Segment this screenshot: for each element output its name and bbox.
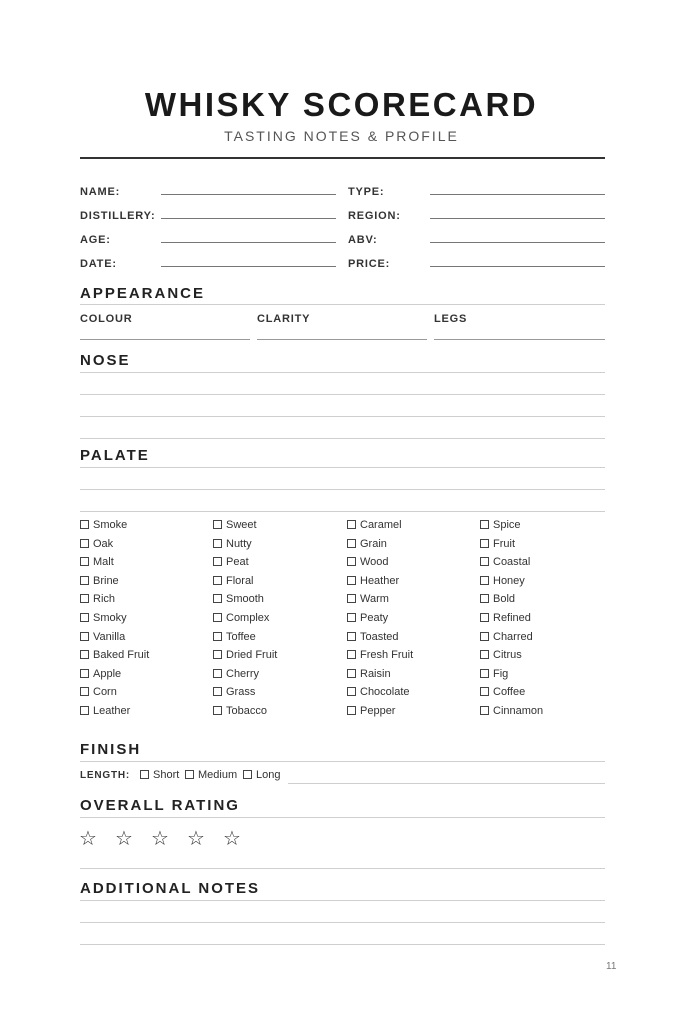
- flavor-checkbox[interactable]: [213, 649, 277, 661]
- flavor-checkbox[interactable]: [347, 575, 399, 587]
- flavor-label: Tobacco: [226, 705, 267, 717]
- checkbox-icon: [80, 706, 89, 715]
- flavor-checkbox[interactable]: [480, 556, 530, 568]
- notes-line[interactable]: [80, 944, 605, 945]
- checkbox-icon: [347, 632, 356, 641]
- flavor-checkbox[interactable]: [213, 593, 264, 605]
- region-label: REGION:: [348, 210, 401, 222]
- length-label: LENGTH:: [80, 770, 131, 781]
- region-field[interactable]: [430, 218, 605, 219]
- star-icon[interactable]: ☆: [79, 828, 97, 850]
- flavor-checkbox[interactable]: [80, 668, 121, 680]
- page-title: WHISKY SCORECARD: [144, 86, 539, 123]
- page-subtitle: TASTING NOTES & PROFILE: [224, 128, 459, 144]
- flavor-label: Peat: [226, 556, 249, 569]
- flavor-checkbox[interactable]: [480, 631, 533, 643]
- flavor-checkbox[interactable]: [347, 686, 410, 698]
- nose-line[interactable]: [80, 416, 605, 417]
- flavor-checkbox[interactable]: [480, 519, 521, 531]
- checkbox-icon: [213, 687, 222, 696]
- checkbox-icon: [213, 613, 222, 622]
- age-label: AGE:: [80, 234, 111, 246]
- flavor-label: Complex: [226, 612, 270, 624]
- flavor-label: Corn: [93, 686, 117, 699]
- abv-field[interactable]: [430, 242, 605, 243]
- checkbox-icon: [213, 520, 222, 529]
- flavor-checkbox[interactable]: [480, 538, 515, 550]
- rating-bottom-rule: [80, 868, 605, 869]
- distillery-label: DISTILLERY:: [80, 210, 156, 222]
- rating-rule: [80, 817, 605, 818]
- flavor-checkbox[interactable]: [480, 686, 525, 698]
- flavor-label: Oak: [93, 537, 114, 550]
- checkbox-icon: [347, 613, 356, 622]
- flavor-checkbox[interactable]: [80, 612, 127, 624]
- flavor-checkbox[interactable]: [480, 575, 525, 587]
- checkbox-icon: [213, 650, 222, 659]
- checkbox-icon: [80, 632, 89, 641]
- checkbox-icon: [347, 706, 356, 715]
- palate-line[interactable]: [80, 511, 605, 512]
- flavor-label: Coffee: [493, 686, 526, 699]
- palate-heading: PALATE: [80, 447, 150, 464]
- checkbox-icon: [347, 520, 356, 529]
- flavor-label: Nutty: [226, 537, 252, 550]
- distillery-field[interactable]: [161, 218, 336, 219]
- checkbox-icon: [347, 650, 356, 659]
- checkbox-icon: [480, 669, 489, 678]
- checkbox-icon: [213, 594, 222, 603]
- legs-field[interactable]: [434, 339, 605, 340]
- flavor-checkbox[interactable]: [347, 593, 389, 605]
- flavor-label: Cinnamon: [493, 705, 544, 717]
- checkbox-icon: [80, 669, 89, 678]
- checkbox-icon: [480, 594, 489, 603]
- flavor-checkbox[interactable]: [80, 538, 113, 550]
- nose-line[interactable]: [80, 372, 605, 373]
- flavor-checkbox[interactable]: [347, 538, 387, 550]
- flavor-label: Brine: [93, 574, 119, 587]
- checkbox-icon: [213, 706, 222, 715]
- palate-line[interactable]: [80, 467, 605, 468]
- flavor-label: Caramel: [360, 519, 402, 531]
- checkbox-icon: [80, 650, 89, 659]
- flavor-checkbox[interactable]: [347, 519, 402, 531]
- nose-line[interactable]: [80, 394, 605, 395]
- flavor-checkbox[interactable]: [480, 612, 531, 624]
- flavor-checkbox[interactable]: [80, 705, 130, 717]
- flavor-label: Honey: [493, 574, 525, 587]
- checkbox-icon: [213, 557, 222, 566]
- checkbox-icon: [480, 576, 489, 585]
- flavor-label: Smoky: [93, 612, 127, 624]
- checkbox-icon: [80, 594, 89, 603]
- checkbox-icon: [80, 613, 89, 622]
- header-divider: [80, 157, 605, 159]
- star-icon[interactable]: ☆: [187, 828, 205, 850]
- flavor-label: Floral: [226, 574, 254, 587]
- palate-line[interactable]: [80, 489, 605, 490]
- abv-label: ABV:: [348, 234, 378, 246]
- flavor-label: Charred: [493, 630, 533, 643]
- flavor-label: Vanilla: [93, 630, 126, 643]
- flavor-label: Sweet: [226, 519, 257, 531]
- appearance-heading: APPEARANCE: [80, 285, 206, 302]
- flavor-label: Fruit: [493, 537, 515, 550]
- checkbox-icon: [480, 613, 489, 622]
- type-field[interactable]: [430, 194, 605, 195]
- checkbox-icon: [213, 632, 222, 641]
- finish-rule: [80, 761, 605, 762]
- finish-notes-line[interactable]: [288, 783, 605, 784]
- additional-notes-heading: ADDITIONAL NOTES: [80, 880, 261, 897]
- checkbox-icon: [480, 687, 489, 696]
- checkbox-icon: [480, 706, 489, 715]
- flavor-checkbox[interactable]: [347, 612, 388, 624]
- checkbox-icon: [347, 539, 356, 548]
- checkbox-icon: [80, 687, 89, 696]
- colour-label: COLOUR: [80, 313, 133, 325]
- checkbox-icon: [80, 576, 89, 585]
- flavor-checkbox[interactable]: [213, 612, 269, 624]
- checkbox-icon: [213, 669, 222, 678]
- checkbox-icon: [140, 770, 149, 779]
- flavor-checkbox[interactable]: [80, 686, 117, 698]
- flavor-label: Chocolate: [360, 686, 410, 699]
- flavor-checkbox[interactable]: [213, 519, 257, 531]
- appearance-rule: [80, 304, 605, 305]
- flavor-checkbox[interactable]: [347, 705, 395, 717]
- flavor-checkbox[interactable]: [80, 649, 149, 661]
- flavor-label: Smooth: [226, 593, 264, 606]
- notes-line[interactable]: [80, 900, 605, 901]
- flavor-label: Bold: [493, 593, 516, 606]
- flavor-checkbox[interactable]: [347, 649, 413, 661]
- nose-line[interactable]: [80, 438, 605, 439]
- star-icon[interactable]: ☆: [151, 828, 169, 850]
- nose-heading: NOSE: [80, 352, 131, 369]
- checkbox-icon: [480, 520, 489, 529]
- flavor-checkbox[interactable]: [480, 705, 543, 717]
- checkbox-icon: [347, 576, 356, 585]
- checkbox-icon: [80, 539, 89, 548]
- flavor-checkbox[interactable]: [213, 668, 259, 680]
- flavor-checkbox[interactable]: [347, 556, 389, 568]
- flavor-label: Wood: [360, 556, 389, 569]
- checkbox-icon: [480, 650, 489, 659]
- checkbox-icon: [347, 557, 356, 566]
- checkbox-icon: [347, 687, 356, 696]
- name-field[interactable]: [161, 194, 336, 195]
- length-long-checkbox[interactable]: Long: [243, 769, 280, 781]
- flavor-label: Grass: [226, 686, 256, 699]
- checkbox-icon: [347, 594, 356, 603]
- checkbox-icon: [243, 770, 252, 779]
- checkbox-icon: [347, 669, 356, 678]
- flavor-checkbox[interactable]: [480, 593, 515, 605]
- flavor-label: Malt: [93, 556, 114, 569]
- finish-heading: FINISH: [80, 741, 142, 758]
- checkbox-icon: [80, 520, 89, 529]
- page-number: 11: [606, 961, 617, 972]
- flavor-label: Fig: [493, 667, 509, 680]
- length-medium-checkbox[interactable]: Medium: [185, 769, 237, 781]
- checkbox-icon: [213, 576, 222, 585]
- flavor-label: Coastal: [493, 556, 531, 569]
- checkbox-icon: [480, 539, 489, 548]
- flavor-checkbox[interactable]: [80, 519, 127, 531]
- flavor-checkbox[interactable]: [80, 556, 114, 568]
- date-label: DATE:: [80, 258, 117, 270]
- flavor-label: Fresh Fruit: [360, 649, 414, 662]
- flavor-label: Apple: [93, 667, 122, 680]
- flavor-checkbox[interactable]: [80, 631, 125, 643]
- flavor-label: Toffee: [226, 630, 256, 643]
- length-short-checkbox[interactable]: Short: [140, 769, 179, 781]
- flavor-label: Dried Fruit: [226, 649, 278, 662]
- flavor-checkbox[interactable]: [347, 668, 391, 680]
- flavor-label: Spice: [493, 519, 521, 531]
- flavor-label: Toasted: [360, 630, 399, 643]
- flavor-label: Warm: [360, 593, 389, 606]
- flavor-checkbox[interactable]: [213, 686, 255, 698]
- flavor-label: Rich: [93, 593, 116, 606]
- age-field[interactable]: [161, 242, 336, 243]
- flavor-label: Grain: [360, 537, 387, 550]
- star-icon[interactable]: ☆: [223, 828, 241, 850]
- star-icon[interactable]: ☆: [115, 828, 133, 850]
- price-field[interactable]: [430, 266, 605, 267]
- colour-field[interactable]: [80, 339, 250, 340]
- price-label: PRICE:: [348, 258, 391, 270]
- flavor-label: Leather: [93, 705, 131, 717]
- date-field[interactable]: [161, 266, 336, 267]
- flavor-checkbox[interactable]: [480, 649, 522, 661]
- flavor-label: Citrus: [493, 649, 522, 662]
- flavor-checkbox[interactable]: [213, 631, 256, 643]
- flavor-checkbox[interactable]: [213, 556, 249, 568]
- name-label: NAME:: [80, 186, 121, 198]
- flavor-checkbox[interactable]: [213, 575, 254, 587]
- flavor-label: Smoke: [93, 519, 128, 531]
- checkbox-icon: [480, 557, 489, 566]
- flavor-checkbox[interactable]: [347, 631, 399, 643]
- flavor-label: Heather: [360, 574, 400, 587]
- clarity-field[interactable]: [257, 339, 427, 340]
- flavor-checkbox[interactable]: [213, 538, 252, 550]
- legs-label: LEGS: [434, 313, 468, 325]
- notes-line[interactable]: [80, 922, 605, 923]
- flavor-checkbox[interactable]: [80, 593, 115, 605]
- checkbox-icon: [480, 632, 489, 641]
- flavor-label: Cherry: [226, 667, 260, 680]
- type-label: TYPE:: [348, 186, 385, 198]
- flavor-checkbox[interactable]: [80, 575, 119, 587]
- flavor-label: Raisin: [360, 667, 391, 680]
- checkbox-icon: [185, 770, 194, 779]
- flavor-label: Peaty: [360, 612, 389, 624]
- overall-rating-heading: OVERALL RATING: [80, 797, 240, 814]
- flavor-label: Baked Fruit: [93, 649, 150, 662]
- clarity-label: CLARITY: [257, 313, 311, 325]
- flavor-checkbox[interactable]: [480, 668, 508, 680]
- flavor-label: Refined: [493, 612, 531, 624]
- checkbox-icon: [213, 539, 222, 548]
- flavor-checkbox[interactable]: [213, 705, 267, 717]
- flavor-label: Pepper: [360, 705, 396, 717]
- checkbox-icon: [80, 557, 89, 566]
